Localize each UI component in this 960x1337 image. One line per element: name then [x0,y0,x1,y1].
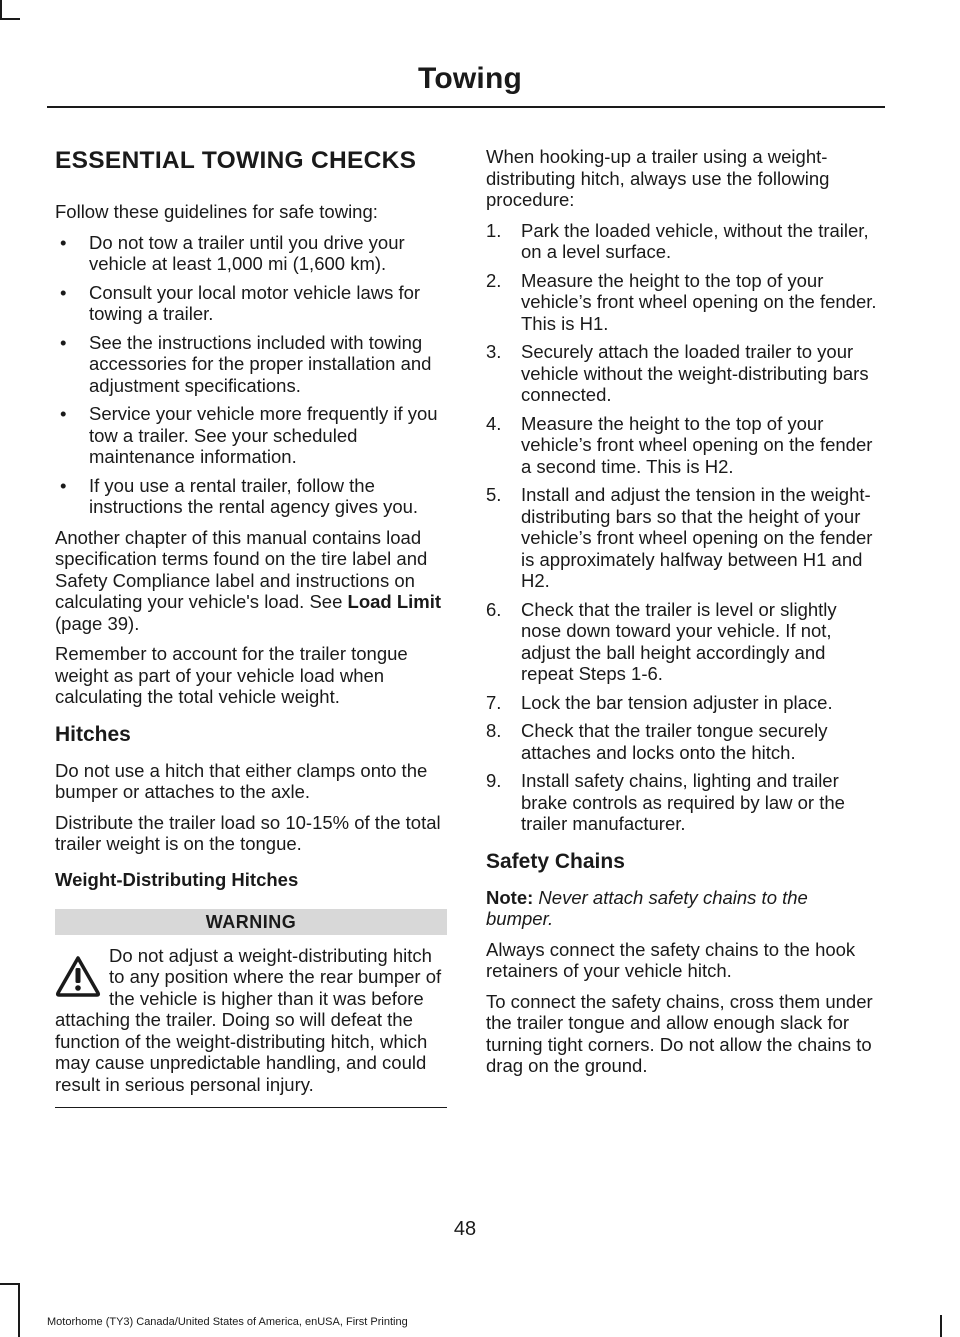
list-item [486,599,880,685]
right-column [486,146,880,1086]
crop-mark [0,0,2,20]
step-number: 5. [486,484,502,505]
warning-text: Do not adjust a weight-distributing hitch to any position where the rear bumper of the vehicle is higher than it was before attaching the trailer. Doing so will defeat the function of the weight-distributing hitch, which may cause unpredictable handling, and could result in serious personal injury. [55,944,442,1095]
hitches-paragraph: Do not use a hitch that either clamps onto the bumper or attaches to the axle. [55,759,428,802]
list-item: • See the instructions included with towing accessories for the proper installation and adjustment specifications. [55,332,447,397]
page-number: 48 [453,1218,477,1240]
section-heading: ESSENTIAL TOWING CHECKS [55,147,417,174]
step-text: Measure the height to the top of your vehicle’s front wheel opening on the fender a second time. This is H2. [521,412,873,477]
step-number: 7. [486,691,502,713]
step-text: Check that the trailer tongue securely attaches and locks onto the hitch. [521,720,828,763]
note-label: Note: [486,886,534,908]
list-item: • If you use a rental trailer, follow the instructions the rental agency gives you. [55,475,447,518]
step-text: Install safety chains, lighting and trailer brake controls as required by law or the trailer manufacturer. [521,770,845,834]
crop-mark [940,1315,942,1337]
crop-mark [0,1283,20,1285]
list-item: • Do not tow a trailer until you drive your vehicle at least 1,000 mi (1,600 km). [55,232,447,275]
left-column [55,146,447,1108]
step-text: Park the loaded vehicle, without the trailer, on a level surface. [521,219,869,262]
step-text: Lock the bar tension adjuster in place. [521,691,833,713]
step-number: 8. [486,720,502,741]
list-item [486,413,880,478]
list-item [486,270,880,335]
list-item [486,220,880,263]
list-item [486,341,880,406]
step-text: Check that the trailer is level or slightly nose down toward your vehicle. If not, adjust the ball height accordingly and repeat Steps 1-6. [521,598,837,684]
list-item: • Service your vehicle more frequently if you tow a trailer. See your scheduled maintenance information. [55,403,447,468]
warning-triangle-icon [55,955,101,997]
wd-hitches-heading: Weight-Distributing Hitches [55,868,299,890]
crop-mark [0,18,20,20]
hitches-paragraph: Distribute the trailer load so 10-15% of the total trailer weight is on the tongue. [55,811,441,854]
step-number: 2. [486,269,502,291]
procedure-steps [486,220,880,835]
warning-label: WARNING [55,909,447,935]
list-item: • Consult your local motor vehicle laws for towing a trailer. [55,282,447,325]
list-item [486,770,880,835]
list-item [486,484,880,592]
safety-chains-heading: Safety Chains [486,849,625,873]
step-text: Measure the height to the top of your vehicle’s front wheel opening on the fender. This is H1. [521,269,877,334]
warning-box [55,909,447,1109]
paragraph-text: Another chapter of this manual contains load specification terms found on the tire label and Safety Compliance label and instructions on calculating your vehicle's load. See [55,526,428,612]
header-rule [47,106,885,108]
chains-paragraph: To connect the safety chains, cross them under the trailer tongue and allow enough slack for turning tight corners. Do not allow the chains to drag on the ground. [486,990,873,1076]
crop-mark [18,1283,20,1337]
note-paragraph [486,887,880,930]
warning-body [55,935,447,1109]
intro-text: Follow these guidelines for safe towing: [55,201,378,222]
load-spec-paragraph [55,527,447,635]
step-number: 4. [486,412,502,434]
step-number: 9. [486,770,502,791]
step-number: 3. [486,341,502,362]
chains-paragraph: Always connect the safety chains to the hook retainers of your vehicle hitch. [486,938,856,981]
page-header-title: Towing [418,62,522,95]
step-number: 6. [486,598,502,620]
tongue-weight-paragraph: Remember to account for the trailer tongue weight as part of your vehicle load when calculating the total vehicle weight. [55,643,408,707]
list-item [486,720,880,763]
load-limit-link[interactable]: Load Limit [347,591,442,612]
procedure-intro: When hooking-up a trailer using a weight-distributing hitch, always use the following procedure: [486,146,830,210]
step-number: 1. [486,219,502,241]
guidelines-list [55,232,447,518]
step-text: Install and adjust the tension in the weight-distributing bars so that the height of your vehicle’s front wheel opening on the fender is approximately halfway between H1 and H2. [521,484,873,591]
list-item [486,692,880,714]
step-text: Securely attach the loaded trailer to your vehicle without the weight-distributing bars connected. [521,341,869,405]
page-reference: (page 39). [55,612,140,634]
footer-text: Motorhome (TY3) Canada/United States of America, enUSA, First Printing [47,1316,408,1328]
hitches-heading: Hitches [55,722,131,746]
note-text: Never attach safety chains to the bumper. [486,886,808,929]
